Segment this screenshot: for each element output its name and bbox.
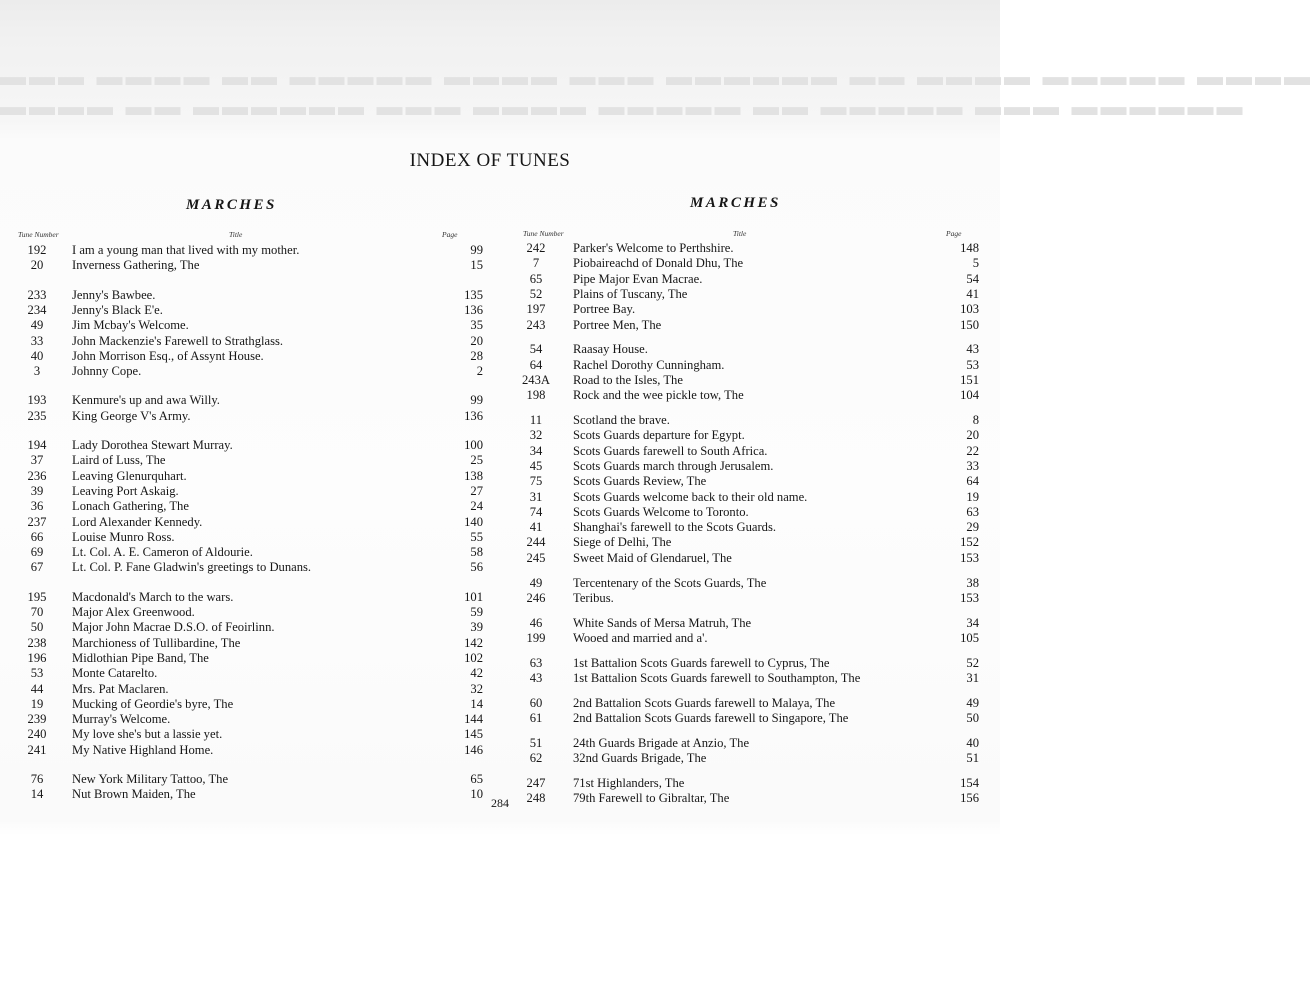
tune-number: 39 [30,483,44,498]
tune-number: 37 [30,453,44,468]
tune-title: Pipe Major Evan Macrae. [573,271,703,286]
tune-title: John Morrison Esq., of Assynt House. [72,348,264,363]
tune-page: 99 [470,393,483,408]
tune-page: 22 [966,443,979,458]
tune-row [516,751,979,766]
tune-row [18,620,483,635]
tune-row [516,550,979,566]
tune-row [18,514,483,530]
tune-row [18,258,483,273]
tune-page: 154 [960,776,979,790]
tune-title: Rachel Dorothy Cunningham. [573,357,725,372]
tune-number: 235 [27,408,47,423]
tune-row [516,695,979,711]
tune-page: 102 [464,650,483,665]
tune-page: 105 [960,630,979,645]
tune-page: 142 [464,635,483,650]
tune-title: 24th Guards Brigade at Anzio, The [573,735,750,750]
tune-number: 197 [526,302,546,317]
tune-row [516,357,979,373]
tune-title: Nut Brown Maiden, The [72,787,196,802]
tune-number: 66 [30,529,44,544]
tune-row [18,650,483,666]
tune-row [516,372,979,388]
tune-page: 152 [960,535,979,550]
tune-row [18,545,483,560]
tune-number: 76 [30,772,44,786]
tune-title: Jenny's Black E'e. [72,302,163,317]
tune-number: 198 [526,388,546,403]
tune-number: 51 [529,735,543,750]
tune-title: Laird of Luss, The [72,453,166,468]
tune-number: 245 [526,550,546,565]
tune-row [516,615,979,631]
tune-row [18,243,483,258]
tune-number: 247 [526,776,546,790]
tune-number: 52 [529,286,543,301]
tune-number: 236 [27,468,47,483]
tune-number: 194 [27,438,47,452]
tune-number: 32 [529,428,543,443]
tune-title: 1st Battalion Scots Guards farewell to Southampton, The [573,671,861,685]
tune-row [18,727,483,742]
tune-title: Macdonald's March to the wars. [72,589,234,604]
tune-number: 14 [30,787,44,802]
tune-title: Murray's Welcome. [72,712,171,727]
tune-page: 64 [966,474,979,489]
tune-title: Tercentenary of the Scots Guards, The [573,575,767,590]
tune-title: Scots Guards departure for Egypt. [573,428,745,443]
tune-row [516,655,979,671]
tune-row [18,529,483,545]
tune-number: 43 [529,671,543,685]
tune-number: 7 [532,256,540,271]
tune-title: Midlothian Pipe Band, The [72,650,209,665]
tune-row [516,428,979,443]
tune-number: 243 [526,317,546,332]
tune-number: 240 [27,727,47,742]
tune-page: 31 [966,671,979,685]
tune-title: 2nd Battalion Scots Guards farewell to Singapore, The [573,711,849,726]
tune-title: Scots Guards farewell to South Africa. [573,443,768,458]
tune-row [18,453,483,468]
tune-row [18,605,483,620]
tune-page: 52 [966,655,979,670]
tune-page: 145 [464,727,483,742]
tune-title: 2nd Battalion Scots Guards farewell to Malaya, The [573,695,836,710]
tune-row [516,630,979,646]
tune-title: Major John Macrae D.S.O. of Feoirlinn. [72,620,275,635]
bleed-through-text: ▬▬▬ ▬▬▬▬ ▬▬ ▬▬▬▬▬ ▬▬▬▬ ▬▬▬ ▬▬▬▬▬▬ ▬▬ ▬▬▬▬ ▬▬▬▬▬ ▬▬▬▬ [0,62,1313,91]
tune-number: 33 [30,333,44,348]
tune-row [18,348,483,364]
tune-number: 31 [529,489,543,504]
tune-page: 20 [470,333,483,348]
tune-page: 51 [966,751,979,766]
tune-number: 34 [529,443,543,458]
tune-title: Kenmure's up and awa Willy. [72,393,220,408]
tune-row [18,468,483,484]
tune-page: 136 [464,302,483,317]
tune-row [18,408,483,424]
tune-number: 36 [30,499,44,514]
tune-page: 40 [966,735,979,750]
tune-number: 49 [529,575,543,590]
tune-number: 45 [529,458,543,473]
tune-number: 60 [529,695,543,710]
tune-page: 24 [470,499,483,514]
tune-page: 54 [966,271,979,286]
tune-page: 151 [960,372,979,387]
tune-row [516,256,979,271]
tune-title: Marchioness of Tullibardine, The [72,635,241,650]
tune-title: Portree Bay. [573,302,636,317]
tune-row [516,317,979,333]
tune-number: 243A [522,372,550,387]
tune-number: 192 [27,243,47,257]
tune-page: 101 [464,589,483,604]
tune-number: 239 [27,712,47,727]
tune-page: 34 [966,615,979,630]
tune-title: Piobaireachd of Donald Dhu, The [573,256,744,271]
tune-number: 241 [27,742,47,757]
right-col-title-header: Title [733,229,747,238]
tune-page: 8 [972,413,979,427]
tune-row [516,302,979,317]
tune-row [18,333,483,349]
tune-row [516,791,979,806]
tune-page: 32 [470,681,483,696]
tune-page: 28 [470,348,483,363]
right-col-tune-number-header: Tune Number [523,229,564,238]
tune-number: 248 [526,791,546,806]
tune-number: 238 [27,635,47,650]
tune-row [516,735,979,751]
tune-title: My love she's but a lassie yet. [72,727,223,742]
tune-number: 44 [30,681,44,696]
tune-row [516,458,979,474]
tune-page: 50 [966,711,979,726]
tune-page: 144 [464,712,483,727]
left-col-title-header: Title [229,230,243,239]
tune-page: 104 [960,388,979,403]
tune-number: 193 [27,393,47,408]
tune-page: 136 [464,408,483,423]
tune-number: 40 [30,348,44,363]
tune-number: 46 [529,615,543,630]
tune-title: Jim Mcbay's Welcome. [72,318,189,333]
tune-row [516,241,979,256]
tune-page: 138 [464,468,483,483]
tune-title: Louise Munro Ross. [72,529,175,544]
tune-page: 135 [464,287,483,302]
tune-row [18,318,483,333]
tune-page: 146 [464,742,483,757]
tune-title: Inverness Gathering, The [72,258,200,273]
tune-title: Scots Guards Review, The [573,474,707,489]
tune-row [18,393,483,408]
index-title: INDEX OF TUNES [409,150,571,171]
tune-row [516,413,979,428]
tune-row [516,504,979,520]
tune-row [516,286,979,302]
tune-title: Scots Guards march through Jerusalem. [573,458,774,473]
tune-row [516,575,979,591]
tune-number: 69 [30,545,44,560]
tune-number: 64 [529,357,543,372]
tune-number: 67 [30,560,44,575]
tune-title: Scots Guards welcome back to their old name. [573,489,808,504]
tune-title: Leaving Glenurquhart. [72,468,187,483]
tune-number: 62 [529,751,543,766]
tune-number: 199 [526,630,546,645]
tune-number: 233 [27,287,47,302]
tune-title: Lonach Gathering, The [72,499,189,514]
tune-page: 19 [966,489,979,504]
tune-number: 20 [30,258,44,273]
tune-number: 19 [30,696,44,711]
tune-title: I am a young man that lived with my mother. [72,243,300,257]
tune-page: 153 [960,550,979,565]
tune-number: 63 [529,655,543,670]
tune-row [18,712,483,727]
tune-page: 153 [960,590,979,605]
tune-title: Scots Guards Welcome to Toronto. [573,504,749,519]
tune-number: 70 [30,605,44,619]
left-col-tune-number-header: Tune Number [18,230,59,239]
tune-title: Johnny Cope. [72,364,142,379]
tune-row [18,635,483,651]
tune-page: 10 [470,787,483,802]
tune-row [516,342,979,357]
tune-page: 59 [470,605,483,619]
tune-row [18,499,483,514]
tune-number: 234 [27,302,47,317]
tune-page: 27 [470,483,483,498]
tune-row [516,776,979,791]
tune-row [18,560,483,575]
tune-title: Jenny's Bawbee. [72,287,156,302]
tune-title: 32nd Guards Brigade, The [573,751,707,766]
tune-page: 29 [966,520,979,535]
tune-page: 25 [470,453,483,468]
tune-row [18,438,483,453]
tune-row [18,483,483,499]
tune-page: 99 [470,243,483,257]
tune-row [18,787,483,802]
tune-number: 41 [529,520,543,535]
tune-title: Teribus. [573,590,614,605]
tune-page: 35 [470,318,483,333]
tune-title: Scotland the brave. [573,413,670,427]
tune-title: Siege of Delhi, The [573,535,672,550]
tune-title: Parker's Welcome to Perthshire. [573,241,734,255]
tune-page: 38 [966,575,979,590]
tune-row [18,696,483,712]
tune-number: 75 [529,474,543,489]
tune-title: Lt. Col. P. Fane Gladwin's greetings to Dunans. [72,560,312,575]
tune-page: 65 [470,772,483,786]
tune-title: 1st Battalion Scots Guards farewell to Cyprus, The [573,655,830,670]
tune-row [516,489,979,505]
page-number: 284 [491,796,509,810]
tune-page: 43 [966,342,979,357]
tune-row [516,671,979,686]
tune-row [18,772,483,787]
tune-page: 14 [470,696,483,711]
tune-page: 63 [966,504,979,519]
tune-number: 11 [529,413,543,427]
tune-number: 195 [27,589,47,604]
tune-row [18,681,483,697]
tune-number: 61 [529,711,543,726]
tune-page: 56 [470,560,483,575]
tune-number: 53 [30,666,44,681]
tune-number: 237 [27,514,47,529]
tune-row [516,535,979,550]
tune-title: Mrs. Pat Maclaren. [72,681,169,696]
tune-title: Sweet Maid of Glendaruel, The [573,550,732,565]
right-section-heading: MARCHES [690,195,781,211]
tune-page: 15 [470,258,483,273]
tune-row [516,271,979,287]
tune-row [516,388,979,403]
tune-page: 33 [966,458,979,473]
tune-row [516,474,979,489]
tune-page: 150 [960,317,979,332]
tune-number: 50 [30,620,44,635]
tune-title: Mucking of Geordie's byre, The [72,696,234,711]
tune-number: 196 [27,650,47,665]
tune-row [18,287,483,303]
bleed-through-text: ▬▬▬▬ ▬▬ ▬▬▬▬▬▬ ▬▬▬ ▬▬▬▬ ▬▬▬▬▬ ▬▬ ▬▬▬▬▬ ▬▬▬ ▬▬▬▬▬▬ [0,92,1246,121]
tune-title: Wooed and married and a'. [573,630,708,645]
tune-title: Lord Alexander Kennedy. [72,514,203,529]
tune-title: 71st Highlanders, The [573,776,685,790]
tune-title: White Sands of Mersa Matruh, The [573,615,752,630]
tune-title: 79th Farewell to Gibraltar, The [573,791,730,806]
tune-title: New York Military Tattoo, The [72,772,229,786]
tune-row [516,443,979,459]
left-col-page-header: Page [442,230,458,239]
tune-row [516,590,979,606]
tune-row [516,711,979,726]
tune-title: Monte Catarelto. [72,666,158,681]
tune-title: Leaving Port Askaig. [72,483,179,498]
tune-title: Portree Men, The [573,317,662,332]
tune-number: 244 [526,535,546,550]
left-section-heading: MARCHES [186,197,277,213]
tune-page: 55 [470,529,483,544]
tune-title: Raasay House. [573,342,648,357]
tune-page: 103 [960,302,979,317]
tune-page: 100 [464,438,483,452]
tune-row [18,364,483,379]
tune-page: 53 [966,357,979,372]
tune-title: Plains of Tuscany, The [573,286,688,301]
tune-page: 2 [476,364,483,379]
tune-number: 3 [33,364,41,379]
tune-number: 74 [529,504,543,519]
tune-title: Road to the Isles, The [573,372,683,387]
tune-title: Major Alex Greenwood. [72,605,195,619]
tune-row [18,589,483,605]
tune-number: 54 [529,342,543,357]
tune-number: 49 [30,318,44,333]
tune-title: My Native Highland Home. [72,742,214,757]
tune-page: 5 [972,256,979,271]
tune-page: 20 [966,428,979,443]
tune-page: 42 [470,666,483,681]
tune-title: Shanghai's farewell to the Scots Guards. [573,520,777,535]
right-col-page-header: Page [946,229,962,238]
tune-page: 49 [966,695,979,710]
tune-page: 58 [470,545,483,560]
tune-row [18,302,483,318]
tune-number: 242 [526,241,546,255]
tune-title: John Mackenzie's Farewell to Strathglass. [72,333,284,348]
tune-page: 41 [966,286,979,301]
tune-title: Rock and the wee pickle tow, The [573,388,744,403]
tune-page: 140 [464,514,483,529]
tune-row [18,666,483,681]
tune-row [18,742,483,758]
tune-title: Lt. Col. A. E. Cameron of Aldourie. [72,545,253,560]
tune-page: 148 [960,241,979,255]
tune-row [516,520,979,535]
tune-page: 39 [470,620,483,635]
tune-page: 156 [960,791,979,806]
tune-title: Lady Dorothea Stewart Murray. [72,438,233,452]
tune-number: 65 [529,271,543,286]
tune-number: 246 [526,590,546,605]
tune-title: King George V's Army. [72,408,191,423]
